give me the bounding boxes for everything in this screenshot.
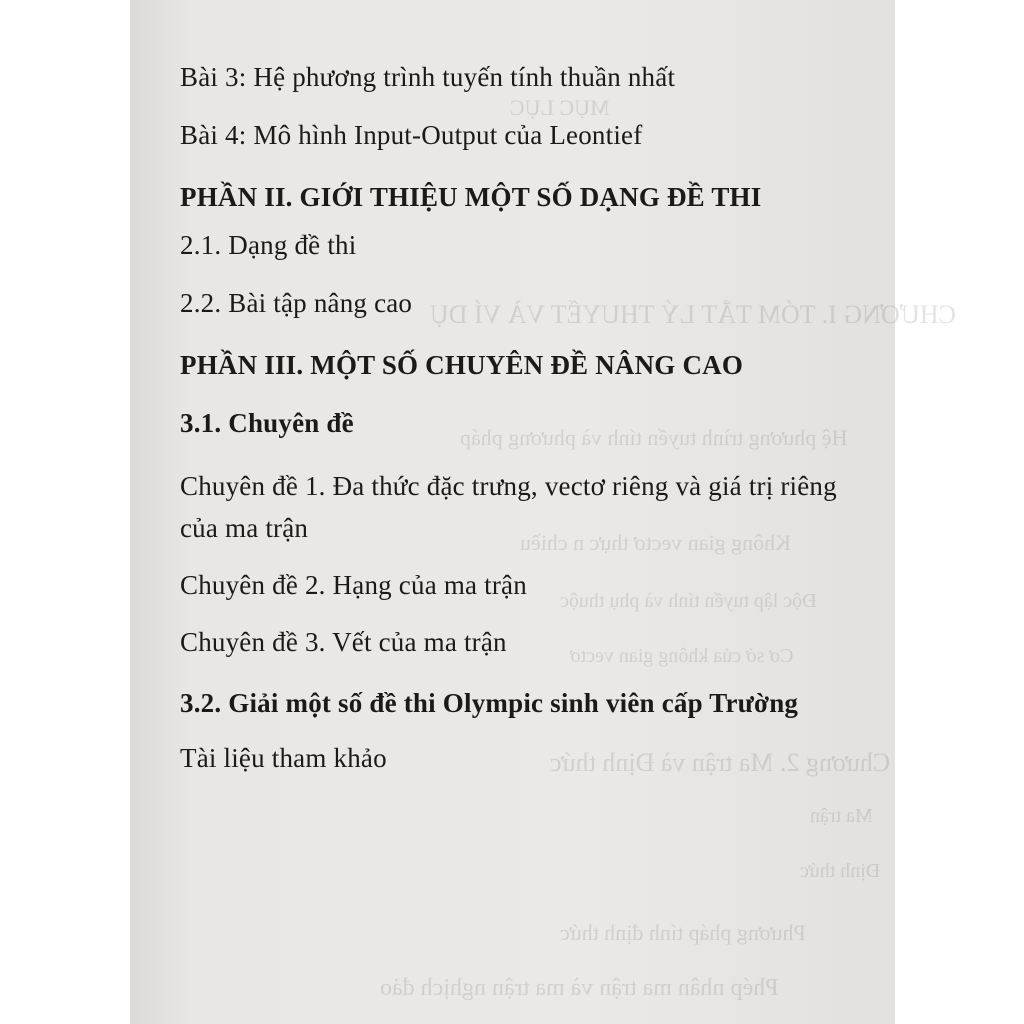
show-through-text: Độc lập tuyến tính và phụ thuộc xyxy=(560,590,817,612)
toc-part-heading: PHẦN II. GIỚI THIỆU MỘT SỐ DẠNG ĐỀ THI xyxy=(180,182,762,212)
book-page xyxy=(130,0,956,1024)
toc-section-heading: 3.2. Giải một số đề thi Olympic sinh viên cấp Trường xyxy=(180,688,799,718)
show-through-text: Ma trận xyxy=(810,805,873,827)
toc-part-heading: PHẦN III. MỘT SỐ CHUYÊN ĐỀ NÂNG CAO xyxy=(180,350,744,380)
show-through-text: Không gian vectơ thực n chiều xyxy=(520,530,791,555)
toc-entry: Tài liệu tham khảo xyxy=(180,743,387,773)
show-through-text: Cơ sở của không gian vectơ xyxy=(570,645,794,667)
page-edge xyxy=(881,0,895,1024)
toc-entry: Chuyên đề 1. Đa thức đặc trưng, vectơ riêng và giá trị riêng của ma trận xyxy=(180,471,837,543)
show-through-text: Phương pháp tính định thức xyxy=(560,920,806,945)
show-through-text: Định thức xyxy=(800,860,881,882)
toc-entry: Chuyên đề 3. Vết của ma trận xyxy=(180,627,507,657)
show-through-text: CHƯƠNG I. TÓM TẮT LÝ THUYẾT VÀ VÍ DỤ xyxy=(430,300,956,329)
toc-entry: Bài 4: Mô hình Input-Output của Leontief xyxy=(180,120,643,150)
toc-entry: 2.1. Dạng đề thi xyxy=(180,230,357,260)
toc-entry: Chuyên đề 2. Hạng của ma trận xyxy=(180,570,527,600)
toc-section-heading: 3.1. Chuyên đề xyxy=(180,408,354,438)
show-through-text: MỤC LỤC xyxy=(510,95,610,120)
show-through-text: Phép nhân ma trận và ma trận nghịch đảo xyxy=(380,975,779,1001)
show-through-text: Hệ phương trình tuyến tính và phương pháp xyxy=(460,425,848,450)
show-through-text: Chương 2. Ma trận và Định thức xyxy=(550,748,891,777)
toc-entry: Bài 3: Hệ phương trình tuyến tính thuần nhất xyxy=(180,62,676,92)
toc-entry: 2.2. Bài tập nâng cao xyxy=(180,288,413,318)
